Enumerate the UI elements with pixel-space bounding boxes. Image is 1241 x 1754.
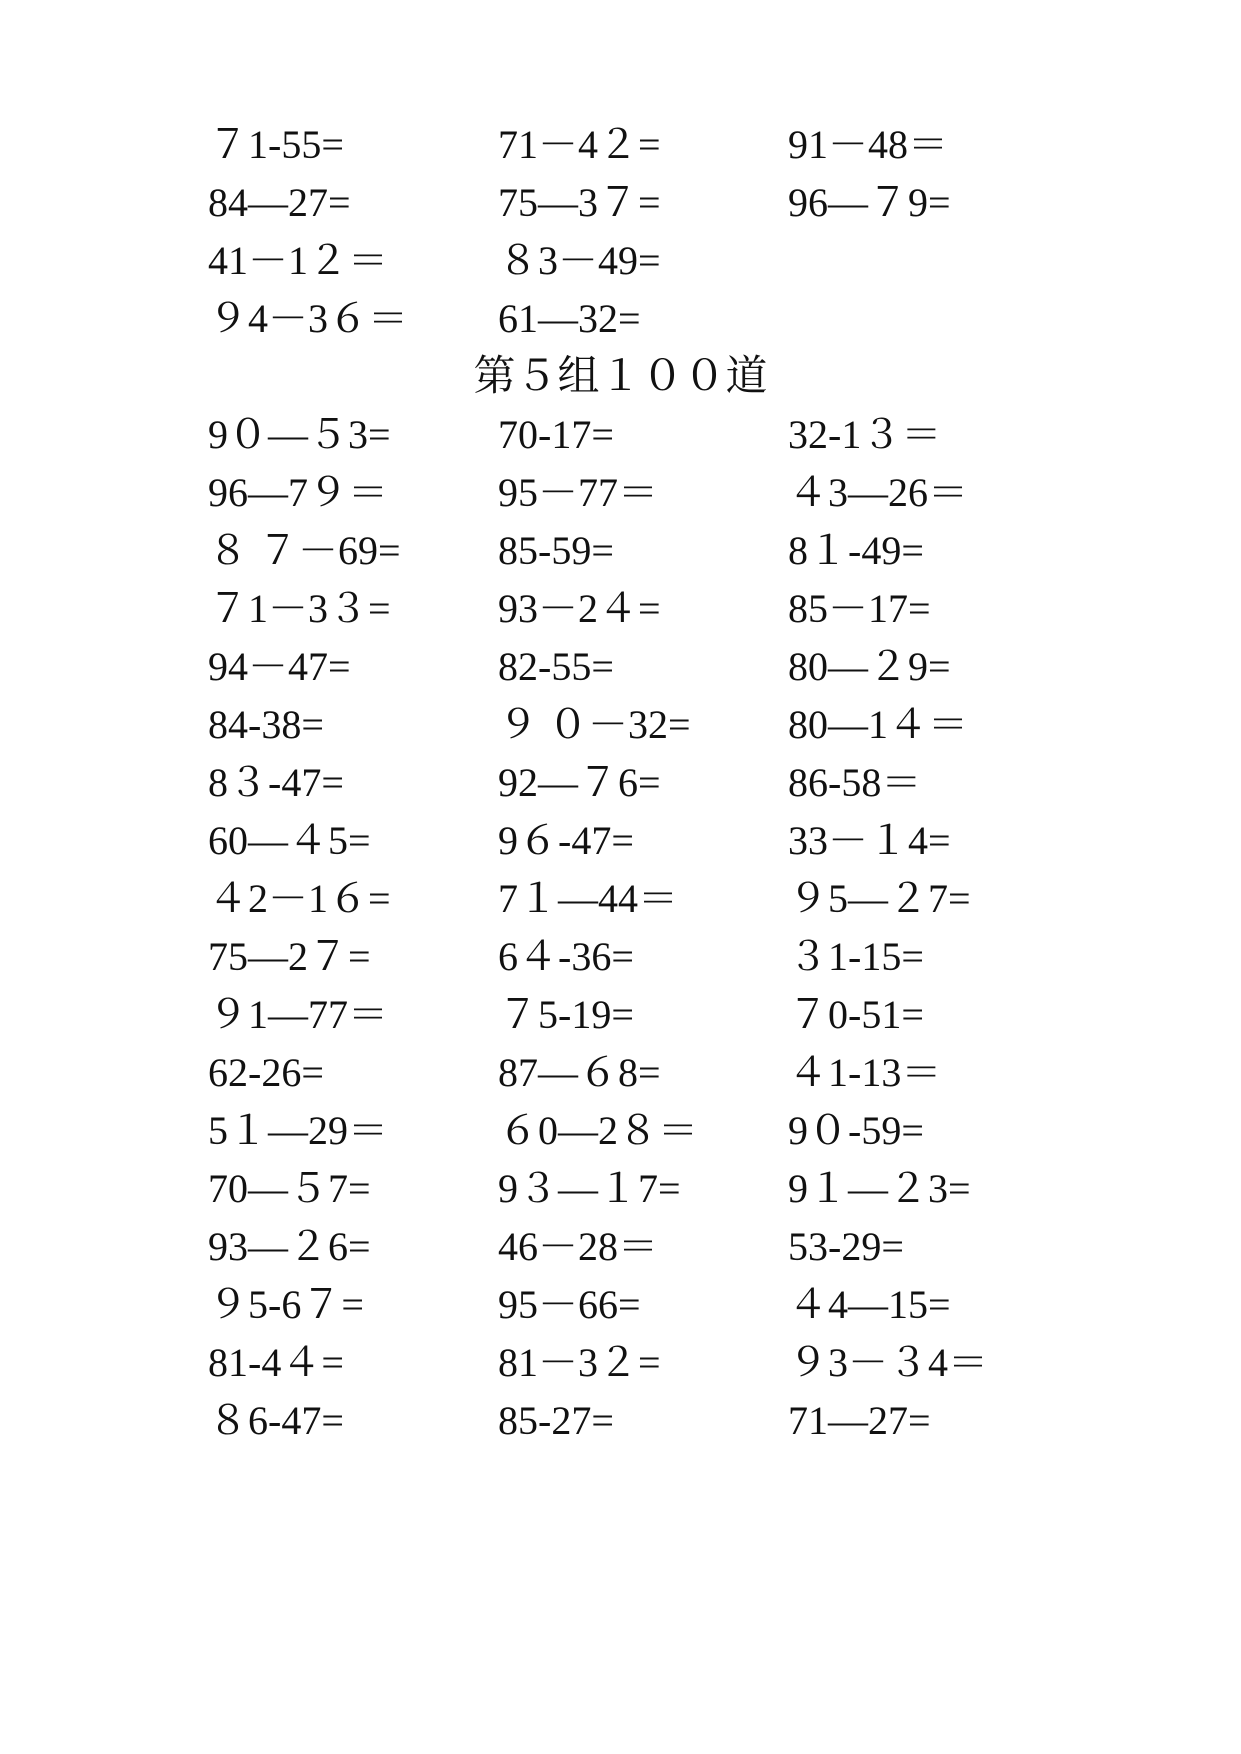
problem: 82-55= — [498, 644, 614, 689]
problem: 96—7９＝ — [208, 470, 388, 515]
problem: 61—32= — [498, 296, 641, 341]
problem: 41－1２＝ — [208, 238, 388, 283]
problem: ９4－3６＝ — [208, 296, 408, 341]
problem-row — [0, 1156, 1241, 1222]
problem-row — [0, 1272, 1241, 1338]
problem: 9１—２3= — [788, 1166, 971, 1211]
problem: ９5—２7= — [788, 876, 971, 921]
problem: 9０—５3= — [208, 412, 391, 457]
problem: 7１—44＝ — [498, 876, 678, 921]
problem: ７1－3３= — [208, 586, 391, 631]
problem: 8１-49= — [788, 528, 924, 573]
problem-row — [0, 634, 1241, 700]
problem-row — [0, 924, 1241, 990]
problem: 71—27= — [788, 1398, 931, 1443]
problem: ６0—2８＝ — [498, 1108, 698, 1153]
problem: 81－3２= — [498, 1340, 661, 1385]
problem-row — [0, 518, 1241, 584]
problem-row — [0, 982, 1241, 1048]
problem: ４2－1６= — [208, 876, 391, 921]
problem: 70-17= — [498, 412, 614, 457]
problem: 53-29= — [788, 1224, 904, 1269]
problem-row — [0, 1330, 1241, 1396]
problem: ９1—77＝ — [208, 992, 388, 1037]
problem-row — [0, 1214, 1241, 1280]
problem: ８6-47= — [208, 1398, 344, 1443]
problem: 91－48＝ — [788, 122, 948, 167]
problem-row — [0, 1098, 1241, 1164]
problem: ９5-6７= — [208, 1282, 364, 1327]
problem-row — [0, 1040, 1241, 1106]
problem-row — [0, 750, 1241, 816]
problem: ８ ７－69= — [208, 528, 401, 573]
problem: 80—1４＝ — [788, 702, 968, 747]
problem: 6４-36= — [498, 934, 634, 979]
problem: 94－47= — [208, 644, 351, 689]
problem: ９ ０－32= — [498, 702, 691, 747]
problem-row — [0, 692, 1241, 758]
problem: ７0-51= — [788, 992, 924, 1037]
problem: 81-4４= — [208, 1340, 344, 1385]
problem: 70—５7= — [208, 1166, 371, 1211]
problem-row — [0, 170, 1241, 236]
problem: 86-58＝ — [788, 760, 922, 805]
problem: ７1-55= — [208, 122, 344, 167]
problem: 46－28＝ — [498, 1224, 658, 1269]
problem: 93—２6= — [208, 1224, 371, 1269]
problem-row — [0, 228, 1241, 294]
problem-row — [0, 576, 1241, 642]
problem: 75—3７= — [498, 180, 661, 225]
problem-row — [0, 112, 1241, 178]
problem: ４4—15= — [788, 1282, 951, 1327]
problem: 95－66= — [498, 1282, 641, 1327]
problem-row — [0, 808, 1241, 874]
problem: ９3－３4＝ — [788, 1340, 988, 1385]
problem: 9３—１7= — [498, 1166, 681, 1211]
problem-row — [0, 1388, 1241, 1454]
problem: 85－17= — [788, 586, 931, 631]
problem-row — [0, 460, 1241, 526]
problem: 9０-59= — [788, 1108, 924, 1153]
problem-row — [0, 866, 1241, 932]
problem: ４3—26＝ — [788, 470, 968, 515]
problem: ３1-15= — [788, 934, 924, 979]
problem: 32-1３＝ — [788, 412, 942, 457]
problem: 9６-47= — [498, 818, 634, 863]
problem: 75—2７= — [208, 934, 371, 979]
problem: 84—27= — [208, 180, 351, 225]
problem: 8３-47= — [208, 760, 344, 805]
problem: 87—６8= — [498, 1050, 661, 1095]
problem: 71－4２= — [498, 122, 661, 167]
problem: 95－77＝ — [498, 470, 658, 515]
problem: ８3－49= — [498, 238, 661, 283]
problem: 93－2４= — [498, 586, 661, 631]
problem: 96—７9= — [788, 180, 951, 225]
problem: 92—７6= — [498, 760, 661, 805]
problem-row — [0, 402, 1241, 468]
problem: 33－１4= — [788, 818, 951, 863]
problem: 84-38= — [208, 702, 324, 747]
problem: 85-59= — [498, 528, 614, 573]
problem: 85-27= — [498, 1398, 614, 1443]
problem-row — [0, 286, 1241, 352]
problem: ４1-13＝ — [788, 1050, 942, 1095]
group-title: 第５组１００道 — [473, 354, 768, 400]
problem: 5１—29＝ — [208, 1108, 388, 1153]
problem: 62-26= — [208, 1050, 324, 1095]
problem: 80—２9= — [788, 644, 951, 689]
problem: ７5-19= — [498, 992, 634, 1037]
problem: 60—４5= — [208, 818, 371, 863]
